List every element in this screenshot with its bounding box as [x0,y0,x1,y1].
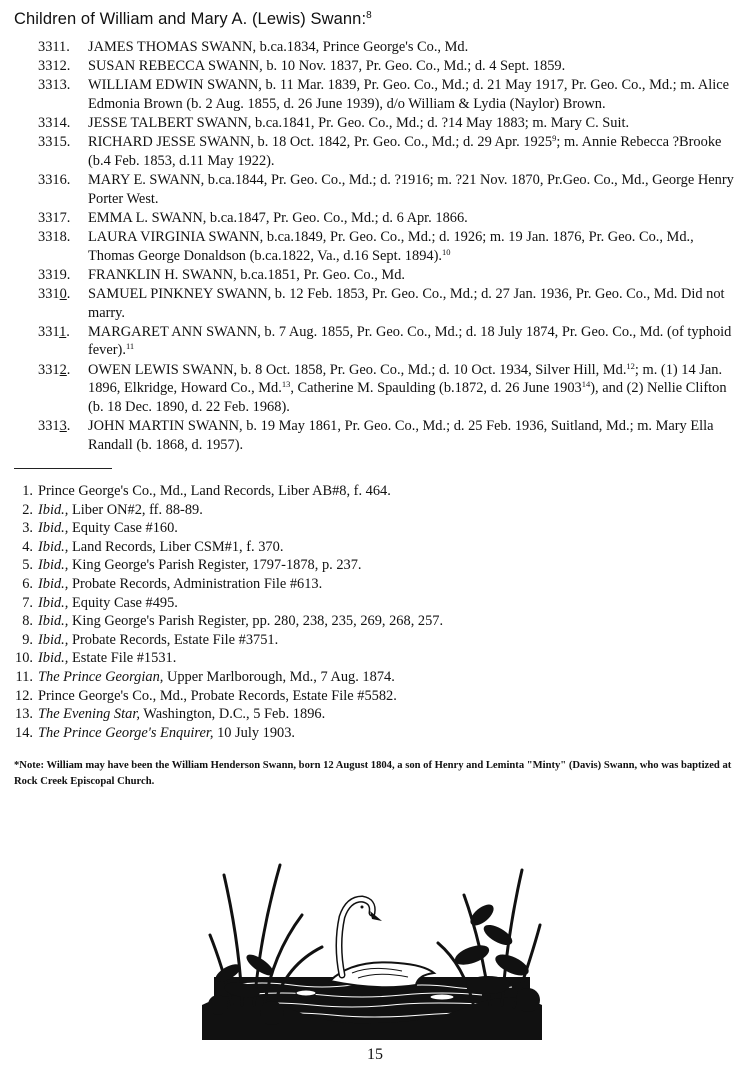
footnote-number: 6. [22,575,33,592]
entry-text-segment: SAMUEL PINKNEY SWANN, b. 12 Feb. 1853, Pr. Geo. Co., Md.; d. 27 Jan. 1936, Pr. Geo. Co., Md. Did not marry. [88,286,725,321]
footnote [0,519,750,538]
footnote-number: 3. [22,520,33,537]
entry-number-underlined-digit: 3 [59,418,67,434]
footnote-divider [14,468,112,469]
footnote-text: Probate Records, Administration File #613. [68,575,323,592]
footnote-number: 14. [15,724,33,741]
entry-text [88,77,729,112]
heading-text: Children of William and Mary A. (Lewis) Swann: [14,10,367,28]
footnote-text: Probate Records, Estate File #3751. [68,631,279,648]
footnote-reference: 11 [125,341,135,352]
child-entry [0,133,750,170]
footnote [0,612,750,631]
footnote-source-title: Ibid., [38,520,69,537]
entry-number-main: 3312. [38,58,71,75]
entry-text [88,39,468,55]
footnote-text: Land Records, Liber CSM#1, f. 370. [68,538,284,555]
footnote [0,575,750,594]
entry-number-period: . [66,286,71,303]
footnote-source-title: Ibid., [38,557,69,574]
entry-number [38,133,84,152]
entry-text-segment: SUSAN REBECCA SWANN, b. 10 Nov. 1837, Pr. Geo. Co., Md.; d. 4 Sept. 1859. [88,58,566,75]
footnote [0,501,750,520]
child-entry [0,76,750,113]
entry-number [38,417,84,436]
entry-text [88,267,405,283]
footnote-text: King George's Parish Register, pp. 280, 238, 235, 269, 268, 257. [68,613,444,630]
footnote-text: Equity Case #495. [68,594,178,611]
footnote [0,687,750,706]
child-entry [0,114,750,133]
footnote [0,538,750,557]
child-entry [0,417,750,454]
entry-text-segment: OWEN LEWIS SWANN, b. 8 Oct. 1858, Pr. Geo. Co., Md.; d. 10 Oct. 1934, Silver Hill, Md. [88,361,627,378]
entry-text-segment: FRANKLIN H. SWANN, b.ca.1851, Pr. Geo. Co., Md. [88,266,405,283]
footnote-number: 7. [22,594,33,611]
entry-number [38,76,84,95]
entry-text-segment: JOHN MARTIN SWANN, b. 19 May 1861, Pr. Geo. Co., Md.; d. 25 Feb. 1936, Suitland, Md.; m. Mary Ella Randall (b. 1868, d. 1957). [88,418,714,453]
footnote [0,668,750,687]
entry-number [38,114,84,133]
entry-number [38,38,84,57]
footnote-source-title: Ibid., [38,650,69,667]
footnote-source-title: The Prince Georgian, [38,668,164,685]
entry-number-period: . [66,323,70,340]
entry-text [88,58,565,74]
footnote-number: 2. [22,501,33,518]
entry-number-main: 331 [38,286,60,303]
footnote-number: 4. [22,538,33,555]
footnote [0,594,750,613]
entry-number [38,57,84,76]
footnote [0,631,750,650]
child-entry [0,57,750,76]
entry-number [38,209,84,228]
footnote-source-title: Ibid., [38,575,69,592]
footnote-source-title: The Prince George's Enquirer, [38,724,214,741]
footnote-reference: 9 [552,133,557,144]
child-entry [0,38,750,57]
entry-number-main: 331 [38,323,60,340]
entry-number-main: 331 [38,418,60,434]
child-entry [0,228,750,265]
entry-text-segment: ; m. Annie Rebecca ?Brooke (b.4 Feb. 1853, d.11 May 1922). [88,134,722,169]
footnote [0,649,750,668]
footnote-text: King George's Parish Register, 1797-1878, p. 237. [68,557,362,574]
entry-number-main: 3315. [38,134,71,151]
footnote-source-title: Ibid., [38,538,69,555]
footnote-number: 11. [15,668,33,685]
footnote [0,724,750,743]
entry-text [88,418,714,453]
footnote-text: 10 July 1903. [213,724,296,741]
entry-text [88,134,721,169]
footnote-reference: 13 [281,379,291,390]
footnote-text: Estate File #1531. [68,650,177,667]
child-entry [0,266,750,285]
entry-text-segment: ), and (2) Nellie Clifton (b. 18 Dec. 1890, d. 22 Feb. 1968). [88,380,727,415]
footnote-source-title: Ibid., [38,631,69,648]
footnote-text: Liber ON#2, ff. 88-89. [68,501,203,518]
child-entry [0,209,750,228]
footnote-number: 10. [15,650,33,667]
entry-number-underlined-digit: 0 [59,286,67,303]
entry-text-segment: MARY E. SWANN, b.ca.1844, Pr. Geo. Co., Md.; d. ?1916; m. ?21 Nov. 1870, Pr.Geo. Co., Md., George Henry Porter West. [88,172,734,207]
footnote [0,556,750,575]
footnote [0,482,750,501]
entry-number-main: 3311. [38,39,70,55]
entry-number-underlined-digit: 2 [59,361,67,378]
footnote-source-title: Ibid., [38,613,69,630]
editorial-note: *Note: William may have been the William Henderson Swann, born 12 August 1804, a son of Henry and Leminta "Minty" (Davis) Swann, who was baptized at Rock Creek Episcopal Church. [14,760,732,787]
child-entry [0,361,750,417]
entry-number-period: . [66,418,71,434]
page-heading [14,10,372,29]
entry-number-main: 3318. [38,229,71,246]
entry-text [88,115,629,131]
entry-text [88,172,734,207]
entry-text-segment: MARGARET ANN SWANN, b. 7 Aug. 1855, Pr. Geo. Co., Md.; d. 18 July 1874, Pr. Geo. Co., Md. (of typhoid fever). [88,323,732,359]
entry-text [88,362,727,415]
entry-number-main: 3313. [38,77,71,94]
entry-text-segment: EMMA L. SWANN, b.ca.1847, Pr. Geo. Co., Md.; d. 6 Apr. 1866. [88,209,468,226]
entry-text-segment: ; m. (1) 14 Jan. 1896, Elkridge, Howard Co., Md. [88,361,723,397]
entry-text-segment: , Catherine M. Spaulding (b.1872, d. 26 June 1903 [290,380,582,397]
entry-text-segment: LAURA VIRGINIA SWANN, b.ca.1849, Pr. Geo. Co., Md.; d. 1926; m. 19 Jan. 1876, Pr. Geo. Co., Md., Thomas George Donaldson (b.ca.1822, Va., d.16 Sept. 1894). [88,229,694,264]
swan-engraving-icon [202,855,542,1040]
footnote-reference: 10 [441,246,451,257]
entry-number-main: 3319. [38,266,71,283]
entry-text [88,210,468,226]
entry-number-main: 3314. [38,115,71,132]
footnote-source-title: Ibid., [38,501,69,518]
entry-number-main: 3317. [38,209,71,226]
footnote-text: Prince George's Co., Md., Land Records, Liber AB#8, f. 464. [38,483,391,499]
entry-number-period: . [66,361,71,378]
entry-number [38,361,84,380]
entry-number-underlined-digit: 1 [59,323,67,340]
footnote-text: Prince George's Co., Md., Probate Records, Estate File #5582. [38,687,397,704]
footnote-text: Washington, D.C., 5 Feb. 1896. [139,706,326,723]
footnote-source-title: The Evening Star, [38,706,140,723]
entry-text-segment: RICHARD JESSE SWANN, b. 18 Oct. 1842, Pr. Geo. Co., Md.; d. 29 Apr. 1925 [88,134,553,151]
entry-text [88,324,731,359]
page-number: 15 [367,1046,383,1063]
entry-text [88,286,725,321]
footnote-reference: 14 [581,379,591,390]
children-list [0,38,750,454]
entry-text [88,229,694,264]
footnote-number: 8. [22,613,33,630]
entry-number [38,228,84,247]
entry-number [38,266,84,285]
entry-number-main: 331 [38,361,60,378]
footnote-number: 13. [15,706,33,723]
footnote-source-title: Ibid., [38,594,69,611]
entry-number-main: 3316. [38,172,71,189]
footnote-text: Equity Case #160. [68,520,178,537]
heading-note-marker: 8 [366,10,372,21]
entry-text-segment: WILLIAM EDWIN SWANN, b. 11 Mar. 1839, Pr. Geo. Co., Md.; d. 21 May 1917, Pr. Geo. Co., Md.; m. Alice Edmonia Brown (b. 2 Aug. 1855, d. 26 June 1939), d/o William & Lydia (Naylor) Brown. [88,77,730,112]
footnote-number: 5. [22,557,33,574]
entry-text-segment: JAMES THOMAS SWANN, b.ca.1834, Prince George's Co., Md. [88,39,469,55]
footnote-text: Upper Marlborough, Md., 7 Aug. 1874. [163,668,395,685]
entry-text-segment: JESSE TALBERT SWANN, b.ca.1841, Pr. Geo. Co., Md.; d. ?14 May 1883; m. Mary C. Suit. [88,115,630,132]
entry-number [38,171,84,190]
child-entry [0,285,750,322]
footnote-reference: 12 [626,360,635,371]
footnote-number: 9. [22,631,33,648]
child-entry [0,171,750,208]
footnote-number: 12. [15,687,33,704]
child-entry [0,323,750,360]
footnote [0,705,750,724]
footnote-number: 1. [22,483,33,499]
entry-number [38,285,84,304]
footnotes-list [0,482,750,742]
entry-number [38,323,84,342]
